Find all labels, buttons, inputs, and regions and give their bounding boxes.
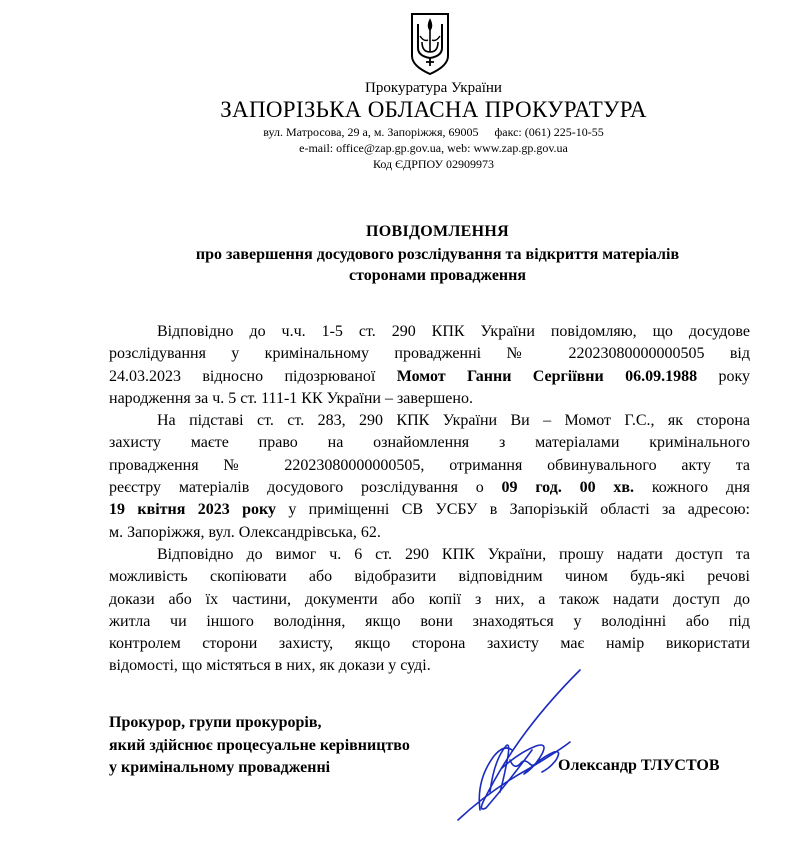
body-line: розслідування у кримінальному провадженні № 22023080000000505 від xyxy=(109,345,750,363)
header-code: Код ЄДРПОУ 02909973 xyxy=(372,157,495,171)
signatory-line: Прокурор, групи прокурорів, xyxy=(109,714,322,731)
body-line: житла чи іншого володіння, якщо вони знаходяться у володінні або під xyxy=(109,612,750,630)
signatory-line: у кримінальному провадженні xyxy=(109,759,331,776)
body-line: відомості, що містяться в них, як докази у суді. xyxy=(109,657,431,675)
body-line: На підставі ст. ст. 283, 290 КПК України Ви – Момот Г.С., як сторона xyxy=(157,412,750,430)
body-line: провадження № 22023080000000505, отримання обвинувального акту та xyxy=(109,456,750,474)
meeting-date: 19 квітня 2023 року xyxy=(109,501,276,519)
body-text: року xyxy=(697,367,751,385)
body-line: контролем сторони захисту, якщо сторона захисту має намір використати xyxy=(109,635,750,653)
body-line: можливість скопіювати або відобразити відповідним чином будь-які речові xyxy=(109,568,750,586)
body-line xyxy=(109,477,750,499)
body-line xyxy=(109,366,750,388)
header-email-web: e-mail: office@zap.gp.gov.ua, web: www.zap.gp.gov.ua xyxy=(299,141,568,155)
body-line: докази або їх частини, документи або копії з них, а також надати доступ до xyxy=(109,590,750,608)
notice-title: ПОВІДОМЛЕННЯ xyxy=(366,223,509,240)
body-line: Відповідно до вимог ч. 6 ст. 290 КПК України, прошу надати доступ та xyxy=(157,545,750,563)
header-address-line xyxy=(40,125,787,140)
body-line: захисту маєте право на ознайомлення з матеріалами кримінального xyxy=(109,434,750,452)
notice-body xyxy=(109,321,750,678)
body-line xyxy=(109,499,750,521)
body-line: м. Запоріжжя, вул. Олександрівська, 62. xyxy=(109,523,381,541)
body-text: кожного дня xyxy=(634,479,751,497)
notice-subtitle-line2: сторонами провадження xyxy=(348,267,527,284)
trident-icon xyxy=(408,12,452,76)
handwritten-signature xyxy=(450,660,600,830)
body-text: у приміщенні СВ УСБУ в Запорізькій області за адресою: xyxy=(275,501,750,519)
body-line: народження за ч. 5 ст. 111-1 КК України – завершено. xyxy=(109,389,473,407)
notice-subtitle-line1: про завершення досудового розслідування та відкриття матеріалів xyxy=(195,246,680,263)
header-address: вул. Матросова, 29 а, м. Запоріжжя, 69005 xyxy=(263,125,479,139)
body-text: 24.03.2023 відносно підозрюваної xyxy=(109,367,397,385)
prosecutor-name: Олександр ТЛУСТОВ xyxy=(558,757,720,774)
body-text: реєстру матеріалів досудового розслідування о xyxy=(109,479,502,497)
header-org: Прокуратура України xyxy=(365,80,502,96)
body-line: Відповідно до ч.ч. 1-5 ст. 290 КПК України повідомляю, що досудове xyxy=(157,323,750,340)
signatory-line: який здійснює процесуальне керівництво xyxy=(109,736,410,754)
header-fax: факс: (061) 225-10-55 xyxy=(494,125,604,139)
meeting-time: 09 год. 00 хв. xyxy=(501,479,635,497)
signatory-title xyxy=(109,712,410,780)
suspect-name: Момот Ганни Сергіївни 06.09.1988 xyxy=(396,367,698,385)
header-main-title: ЗАПОРІЗЬКА ОБЛАСНА ПРОКУРАТУРА xyxy=(220,97,647,122)
